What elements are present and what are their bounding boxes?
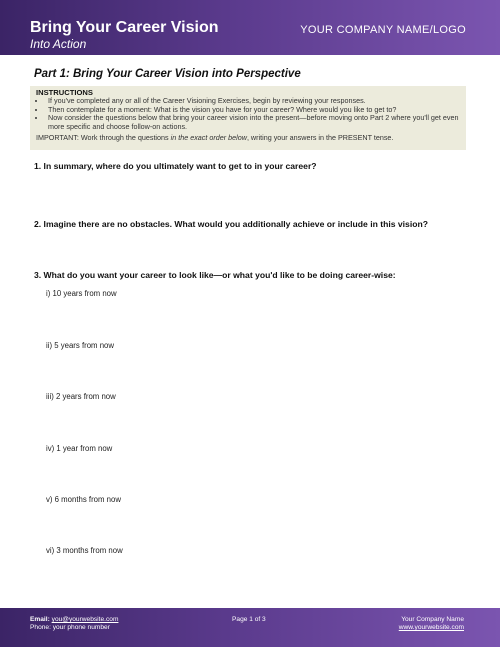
- important-suffix: , writing your answers in the PRESENT tense.: [246, 133, 394, 143]
- important-note: [36, 134, 460, 142]
- answer-prompt-3-months: vi) 3 months from now: [46, 546, 123, 555]
- document-title: Bring Your Career Vision: [30, 19, 219, 36]
- phone-text: Phone: your phone number: [30, 624, 110, 631]
- part-title: Part 1: Bring Your Career Vision into Perspective: [34, 68, 301, 80]
- website-link[interactable]: www.yourwebsite.com: [398, 624, 464, 631]
- footer-contact: [30, 616, 118, 632]
- instructions-box: [30, 86, 466, 150]
- email-link[interactable]: you@yourwebsite.com: [51, 616, 119, 623]
- answer-prompt-1-year: iv) 1 year from now: [46, 444, 113, 453]
- page-header: [0, 0, 500, 55]
- important-emphasis: in the exact order below: [170, 133, 247, 143]
- important-prefix: IMPORTANT: Work through the questions: [36, 133, 171, 143]
- answer-prompt-6-months: v) 6 months from now: [46, 495, 121, 504]
- email-label: Email:: [30, 616, 50, 623]
- instruction-item: • If you've completed any or all of the Career Visioning Exercises, begin by reviewing your responses.: [46, 97, 460, 105]
- footer-company-name: Your Company Name: [401, 616, 464, 623]
- answer-prompt-10-years: i) 10 years from now: [46, 289, 117, 298]
- instructions-heading: INSTRUCTIONS: [36, 88, 93, 97]
- question-1: 1. In summary, where do you ultimately want to get to in your career?: [34, 161, 317, 171]
- instruction-item: • Now consider the questions below that bring your career vision into the present—before moving onto Part 2 where you'll get even more specific and choose follow-on actions.: [46, 114, 460, 131]
- document-subtitle: Into Action: [30, 37, 87, 51]
- footer-company: [399, 616, 464, 632]
- answer-prompt-5-years: ii) 5 years from now: [46, 341, 115, 350]
- page-footer: [0, 608, 500, 647]
- company-logo-text: YOUR COMPANY NAME/LOGO: [300, 24, 466, 36]
- page-number: Page 1 of 3: [232, 616, 266, 623]
- instructions-list: [36, 97, 460, 131]
- question-3: 3. What do you want your career to look like—or what you'd like to be doing career-wise:: [34, 270, 396, 280]
- instruction-item: • Then contemplate for a moment: What is the vision you have for your career? Where would you like to get to?: [46, 106, 460, 114]
- answer-prompt-2-years: iii) 2 years from now: [46, 392, 116, 401]
- question-2: 2. Imagine there are no obstacles. What would you additionally achieve or include in this vision?: [34, 219, 428, 229]
